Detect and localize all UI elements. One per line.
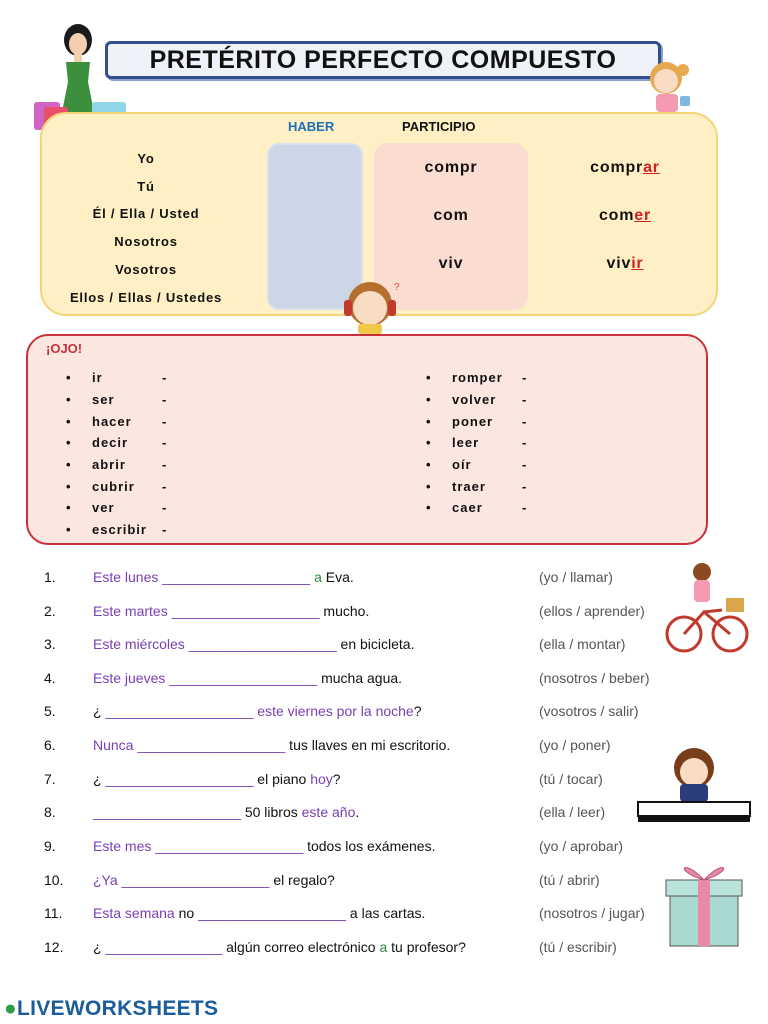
irregular-list-right [426,367,527,519]
pronoun-vosotros: Vosotros [115,262,177,277]
answer-blank[interactable]: ___________________ [105,771,254,787]
list-item: • volver - [426,392,528,408]
header-haber: HABER [288,119,335,134]
infinitive-comer: comer [598,207,652,224]
answer-blank[interactable]: ___________________ [155,838,304,854]
pronoun-tu: Tú [137,179,155,194]
exercise-row-12: 12. ¿ _______________ algún correo electrónico a tu profesor? (tú / escribir) [44,939,617,955]
exercise-row-1: 1. Este lunes ___________________ a Eva. (yo / llamar) [44,569,613,585]
exercise-row-2: 2. Este martes ___________________ mucho. (ellos / aprender) [44,603,645,619]
list-item: • ser - [66,392,168,408]
exercise-row-6: 6. Nunca ___________________ tus llaves en mi escritorio. (yo / poner) [44,737,611,753]
irregular-list-left [66,367,167,541]
list-item: • oír - [426,457,528,473]
list-item: • abrir - [66,457,168,473]
answer-blank[interactable]: ___________________ [93,804,241,820]
liveworksheets-logo-icon: ● [4,997,17,1020]
answer-blank[interactable]: ___________________ [169,670,318,686]
svg-text:?: ? [394,282,400,293]
liveworksheets-logo[interactable]: ●LIVEWORKSHEETS [4,997,219,1020]
list-item: • ir - [66,370,168,386]
list-item: • ver - [66,500,168,516]
pronoun-el: Él / Ella / Usted [92,206,200,221]
list-item: • poner - [426,413,528,429]
list-item: • leer - [426,435,528,451]
exercise-row-10: 10. ¿Ya ___________________ el regalo? (tú / abrir) [44,872,600,888]
girl-bicycle-illustration [660,560,752,654]
list-item: • romper - [426,370,528,386]
list-item: • decir - [66,435,168,451]
list-item: • escribir - [66,522,168,538]
pronoun-nosotros: Nosotros [114,234,178,249]
answer-blank[interactable]: _______________ [105,939,223,955]
answer-blank[interactable]: ___________________ [105,703,254,719]
answer-blank[interactable]: ___________________ [121,872,270,888]
exercise-row-4: 4. Este jueves ___________________ mucha agua. (nosotros / beber) [44,670,650,686]
exercise-row-8: 8. ___________________ 50 libros este año. (ella / leer) [44,804,606,820]
answer-blank[interactable]: ___________________ [137,737,286,753]
pronoun-ellos: Ellos / Ellas / Ustedes [69,290,223,305]
exercise-row-5: 5. ¿ ___________________ este viernes por la noche? (vosotros / salir) [44,703,639,719]
stem-viv: viv [438,255,464,272]
girl-with-cup-illustration [638,56,698,114]
exercise-row-7: 7. ¿ ___________________ el piano hoy? (tú / tocar) [44,771,603,787]
answer-blank[interactable]: ___________________ [162,569,311,585]
gift-box-illustration [664,856,744,948]
ojo-title: ¡OJO! [46,341,83,356]
exercise-row-3: 3. Este miércoles ___________________ en bicicleta. (ella / montar) [44,636,626,652]
list-item: • hacer - [66,413,168,429]
infinitive-vivir: vivir [606,255,644,272]
exercise-row-9: 9. Este mes ___________________ todos los exámenes. (yo / aprobar) [44,838,624,854]
page-title: PRETÉRITO PERFECTO COMPUESTO [105,41,661,79]
list-item: • traer - [426,478,528,494]
stem-compr: compr [424,159,478,176]
infinitive-comprar: comprar [590,159,660,176]
answer-blank[interactable]: ___________________ [198,905,347,921]
exercise-row-11: 11. Esta semana no ___________________ a las cartas. (nosotros / jugar) [44,905,645,921]
list-item: • caer - [426,500,528,516]
girl-headphones-illustration [338,276,404,334]
boy-piano-illustration [636,742,752,826]
pronoun-yo: Yo [137,151,155,166]
answer-blank[interactable]: ___________________ [188,636,337,652]
list-item: • cubrir - [66,478,168,494]
answer-blank[interactable]: ___________________ [171,603,320,619]
header-participio: PARTICIPIO [402,119,476,134]
stem-com: com [433,207,469,224]
